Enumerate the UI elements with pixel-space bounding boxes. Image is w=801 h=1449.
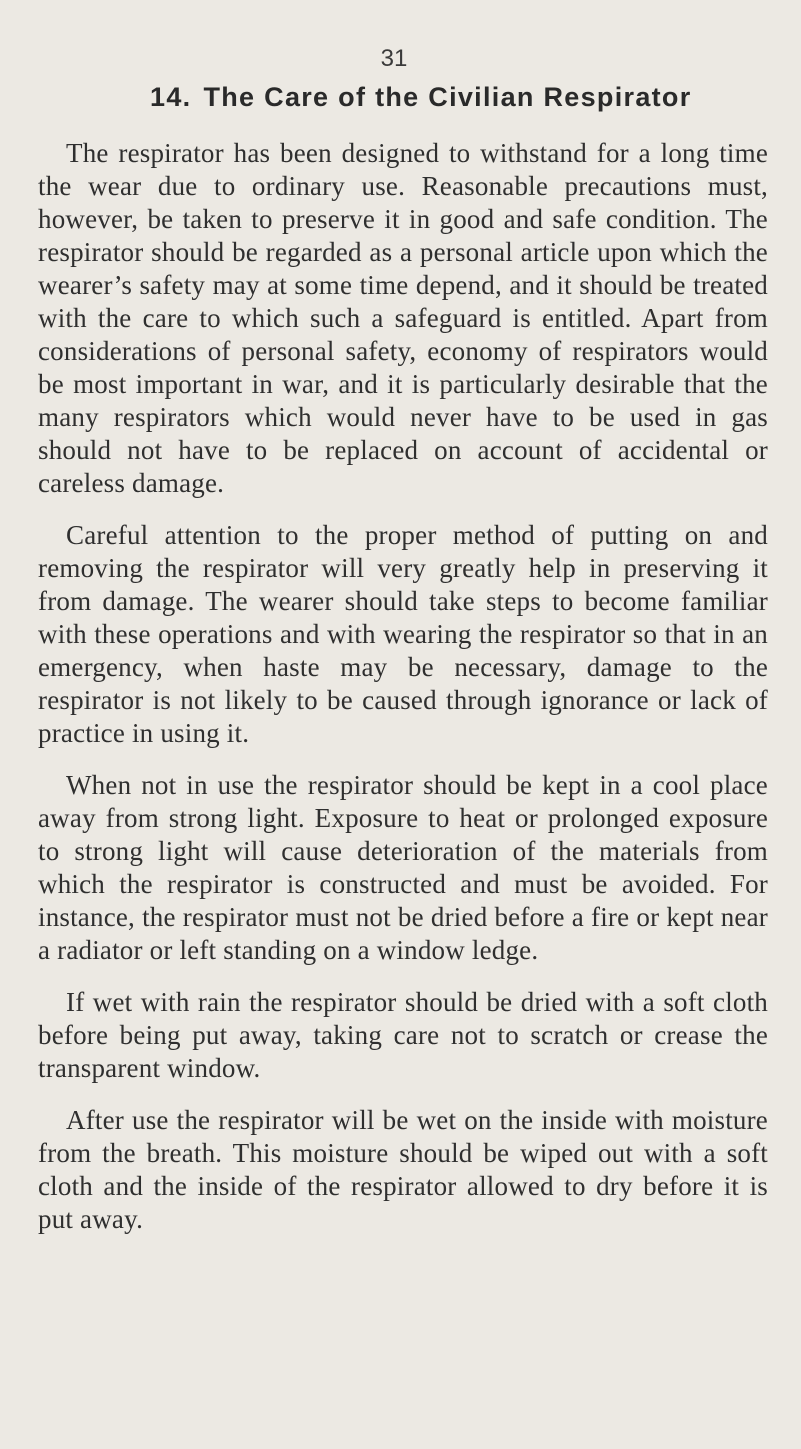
page-number: 31 [380, 45, 408, 72]
paragraph-2: Careful attention to the proper method of putting on and removing the respirator will very greatly help in preserving it from damage. The wearer should take steps to become familiar with these operations and with wearing the respirator so that in an emergency, when haste may be necessary, damage to the respirator is not likely to be caused through ignorance or lack of practice in using it. [38, 520, 768, 748]
paragraph-5: After use the respirator will be wet on the inside with moisture from the breath. This moisture should be wiped out with a soft cloth and the inside of the respirator allowed to dry before it is put away. [38, 1105, 768, 1234]
paragraph-3: When not in use the respirator should be kept in a cool place away from strong light. Exposure to heat or prolonged exposure to strong light will cause deterioration of the materials from which the respirator is constructed and must be avoided. For instance, the respirator must not be dried before a fire or kept near a radiator or left standing on a window ledge. [38, 770, 768, 965]
section-title: The Care of the Civilian Respirator [203, 82, 692, 112]
body-text [38, 137, 768, 1255]
paragraph-1: The respirator has been designed to withstand for a long time the wear due to ordinary use. Reasonable precautions must, however, be taken to preserve it in good and safe condition. The respirator should be regarded as a personal article upon which the wearer’s safety may at some time depend, and it should be treated with the care to which such a safeguard is entitled. Apart from considerations of personal safety, economy of respirators would be most important in war, and it is particularly desirable that the many respirators which would never have to be used in gas should not have to be replaced on account of accidental or careless damage. [38, 138, 768, 498]
paragraph-4: If wet with rain the respirator should be dried with a soft cloth before being put away, taking care not to scratch or crease the transparent window. [38, 987, 768, 1083]
section-number: 14. [150, 82, 192, 112]
section-heading [150, 80, 770, 114]
